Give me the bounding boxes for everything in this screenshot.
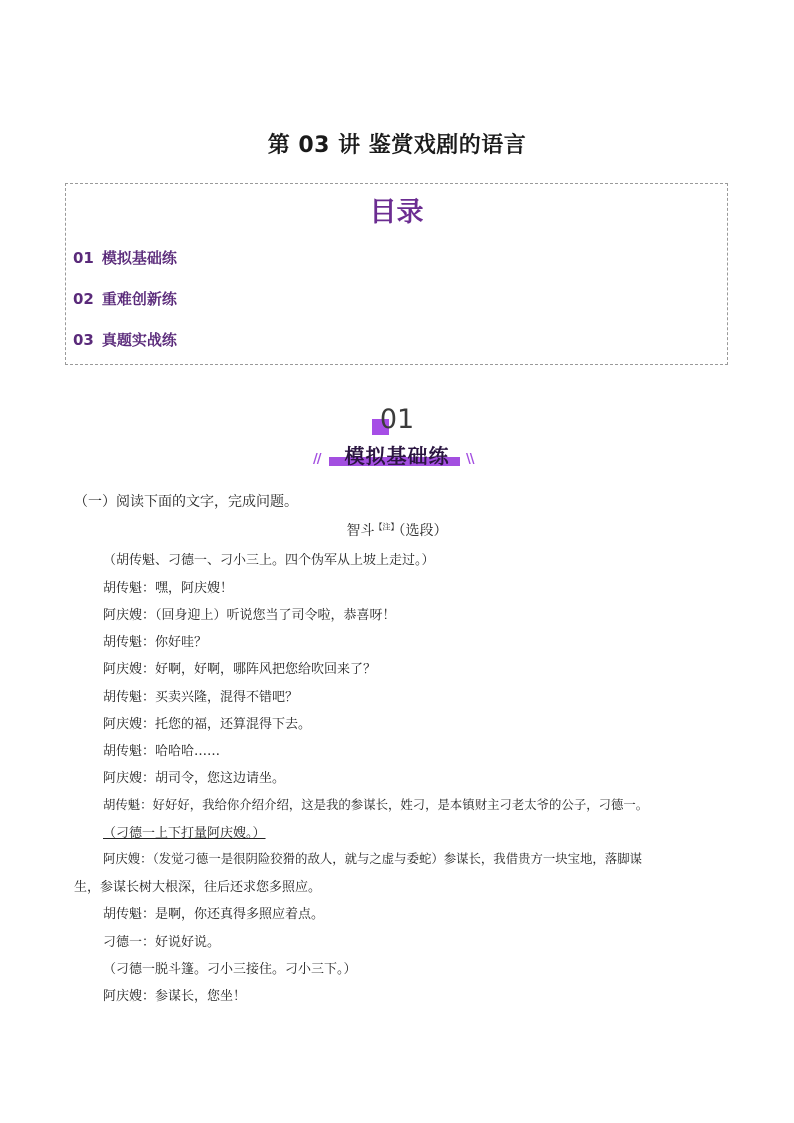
play-title-text: 智斗 (346, 523, 375, 539)
script-line: （胡传魁、刁德一、刁小三上。四个伪军从上坡上走过。） (103, 553, 435, 568)
left-slash-decoration: // (313, 452, 321, 467)
script-line: 阿庆嫂：胡司令，您这边请坐。 (103, 771, 286, 786)
right-slash-decoration: \\ (466, 452, 474, 467)
section-number: 01 (379, 404, 415, 435)
script-line: 胡传魁：你好哇？ (103, 635, 208, 650)
script-line: 刁德一：好说好说。 (103, 935, 221, 950)
script-line: 阿庆嫂：参谋长，您坐！ (103, 989, 247, 1004)
script-line: 胡传魁：好好好，我给你介绍介绍，这是我的参谋长，姓刁，是本镇财主刁老太爷的公子，刁德一。 (103, 797, 649, 812)
script-line: 胡传魁：嘿，阿庆嫂！ (103, 581, 234, 596)
section-title: 模拟基础练 (344, 444, 450, 468)
toc-item-label: 真题实战练 (101, 331, 177, 349)
script-line: 阿庆嫂：（发觉刁德一是很阴险狡猾的敌人，就与之虚与委蛇）参谋长，我借贵方一块宝地，落脚谋 (103, 851, 642, 866)
script-line: 胡传魁：哈哈哈…… (103, 744, 221, 759)
play-title-suffix: （选段） (398, 523, 448, 539)
toc-item-number: 03 (73, 331, 94, 349)
question-intro: （一）阅读下面的文字，完成问题。 (74, 494, 298, 510)
script-line: 胡传魁：是啊，你还真得多照应着点。 (103, 907, 325, 922)
toc-item-03[interactable] (73, 329, 177, 350)
play-title (0, 520, 794, 540)
section-number-wrap (0, 404, 794, 435)
document-title: 第 03 讲 鉴赏戏剧的语言 (267, 133, 527, 158)
toc-item-label: 重难创新练 (101, 290, 177, 308)
play-note-marker: 【注】 (374, 522, 399, 532)
toc-item-01[interactable] (73, 247, 177, 268)
script-line: 阿庆嫂：好啊，好啊，哪阵风把您给吹回来了？ (103, 662, 377, 677)
script-line: 阿庆嫂：（回身迎上）听说您当了司令啦，恭喜呀！ (103, 608, 396, 623)
toc-item-label: 模拟基础练 (101, 249, 177, 267)
table-of-contents (65, 183, 728, 365)
toc-item-02[interactable] (73, 288, 177, 309)
script-line: （刁德一脱斗篷。刁小三接住。刁小三下。） (103, 962, 357, 977)
toc-item-number: 02 (73, 290, 94, 308)
toc-heading: 目录 (369, 197, 424, 228)
toc-item-number: 01 (73, 249, 94, 267)
script-line-underlined: （刁德一上下打量阿庆嫂。） (103, 826, 266, 841)
script-line: 生，参谋长树大根深，往后还求您多照应。 (74, 880, 322, 895)
script-line: 阿庆嫂：托您的福，还算混得下去。 (103, 717, 312, 732)
script-line: 胡传魁：买卖兴隆，混得不错吧？ (103, 690, 299, 705)
